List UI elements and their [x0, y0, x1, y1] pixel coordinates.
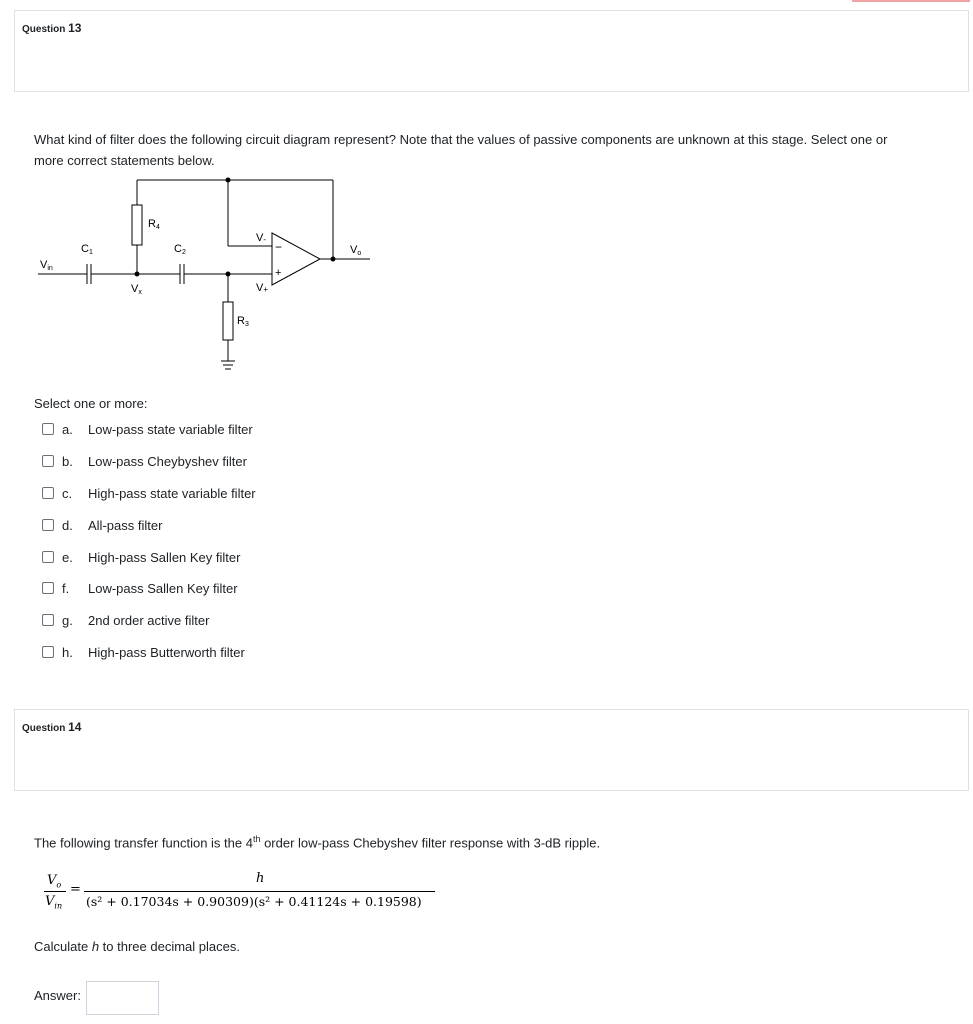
option-c[interactable]: c. High-pass state variable filter [42, 484, 54, 502]
junction-vx [135, 272, 140, 277]
r4-body [132, 205, 142, 245]
checkbox-f[interactable] [42, 582, 54, 594]
eq-rhs-denominator: (s² + 0.17034s + 0.90309)(s² + 0.41124s + 0.19598) [86, 894, 422, 909]
question-14-label: Question 14 [22, 720, 82, 734]
label-r3: R3 [237, 315, 249, 328]
label-vplus: V+ [256, 282, 269, 294]
label-vo: Vo [350, 244, 362, 257]
checkbox-a[interactable] [42, 423, 54, 435]
label-c2: C2 [174, 243, 186, 256]
checkbox-h[interactable] [42, 646, 54, 658]
eq-lhs-fraction-bar [44, 891, 66, 892]
option-e[interactable]: e. High-pass Sallen Key filter [42, 548, 54, 566]
label-vminus: V- [256, 232, 267, 244]
checkbox-c[interactable] [42, 487, 54, 499]
checkbox-g[interactable] [42, 614, 54, 626]
eq-lhs-numerator: $V_o$ [47, 873, 62, 890]
option-d[interactable]: d. All-pass filter [42, 516, 54, 534]
option-h[interactable]: h. High-pass Butterworth filter [42, 643, 54, 661]
label-vin: Vin [40, 259, 53, 272]
answer-input[interactable] [86, 981, 159, 1015]
answer-label: Answer: [34, 988, 81, 1003]
opamp-minus-sign: − [275, 240, 283, 254]
option-b[interactable]: b. Low-pass Cheybyshev filter [42, 452, 54, 470]
question-14-info [14, 709, 969, 791]
eq-rhs-fraction-bar [84, 891, 435, 892]
option-g[interactable]: g. 2nd order active filter [42, 611, 54, 629]
junction-top [226, 178, 231, 183]
label-c1: C1 [81, 243, 93, 256]
checkbox-e[interactable] [42, 551, 54, 563]
label-r4: R4 [148, 218, 160, 231]
eq-lhs-denominator: $V_{in}$ [45, 894, 63, 911]
label-vx: Vx [131, 283, 142, 296]
option-a[interactable]: a. Low-pass state variable filter [42, 420, 54, 438]
circuit-diagram [0, 0, 973, 400]
select-prompt: Select one or more: [34, 396, 148, 411]
question-14-text: The following transfer function is the 4th order low-pass Chebyshev filter response with 3-dB ripple. [34, 834, 601, 851]
eq-equals: = [70, 882, 81, 897]
question-13-label: Question 13 [22, 21, 82, 35]
checkbox-d[interactable] [42, 519, 54, 531]
r3-body [223, 302, 233, 340]
junction-vplus [226, 272, 231, 277]
junction-vo [331, 257, 336, 262]
question-13-text: What kind of filter does the following circuit diagram represent? Note that the values of passive components are unknown at this stage. Select one or more correct statements below. [34, 132, 888, 168]
option-f[interactable]: f. Low-pass Sallen Key filter [42, 579, 54, 597]
calc-instruction: Calculate h to three decimal places. [34, 939, 240, 954]
eq-rhs-numerator: h [256, 871, 265, 886]
checkbox-b[interactable] [42, 455, 54, 467]
opamp-plus-sign: + [275, 267, 282, 279]
